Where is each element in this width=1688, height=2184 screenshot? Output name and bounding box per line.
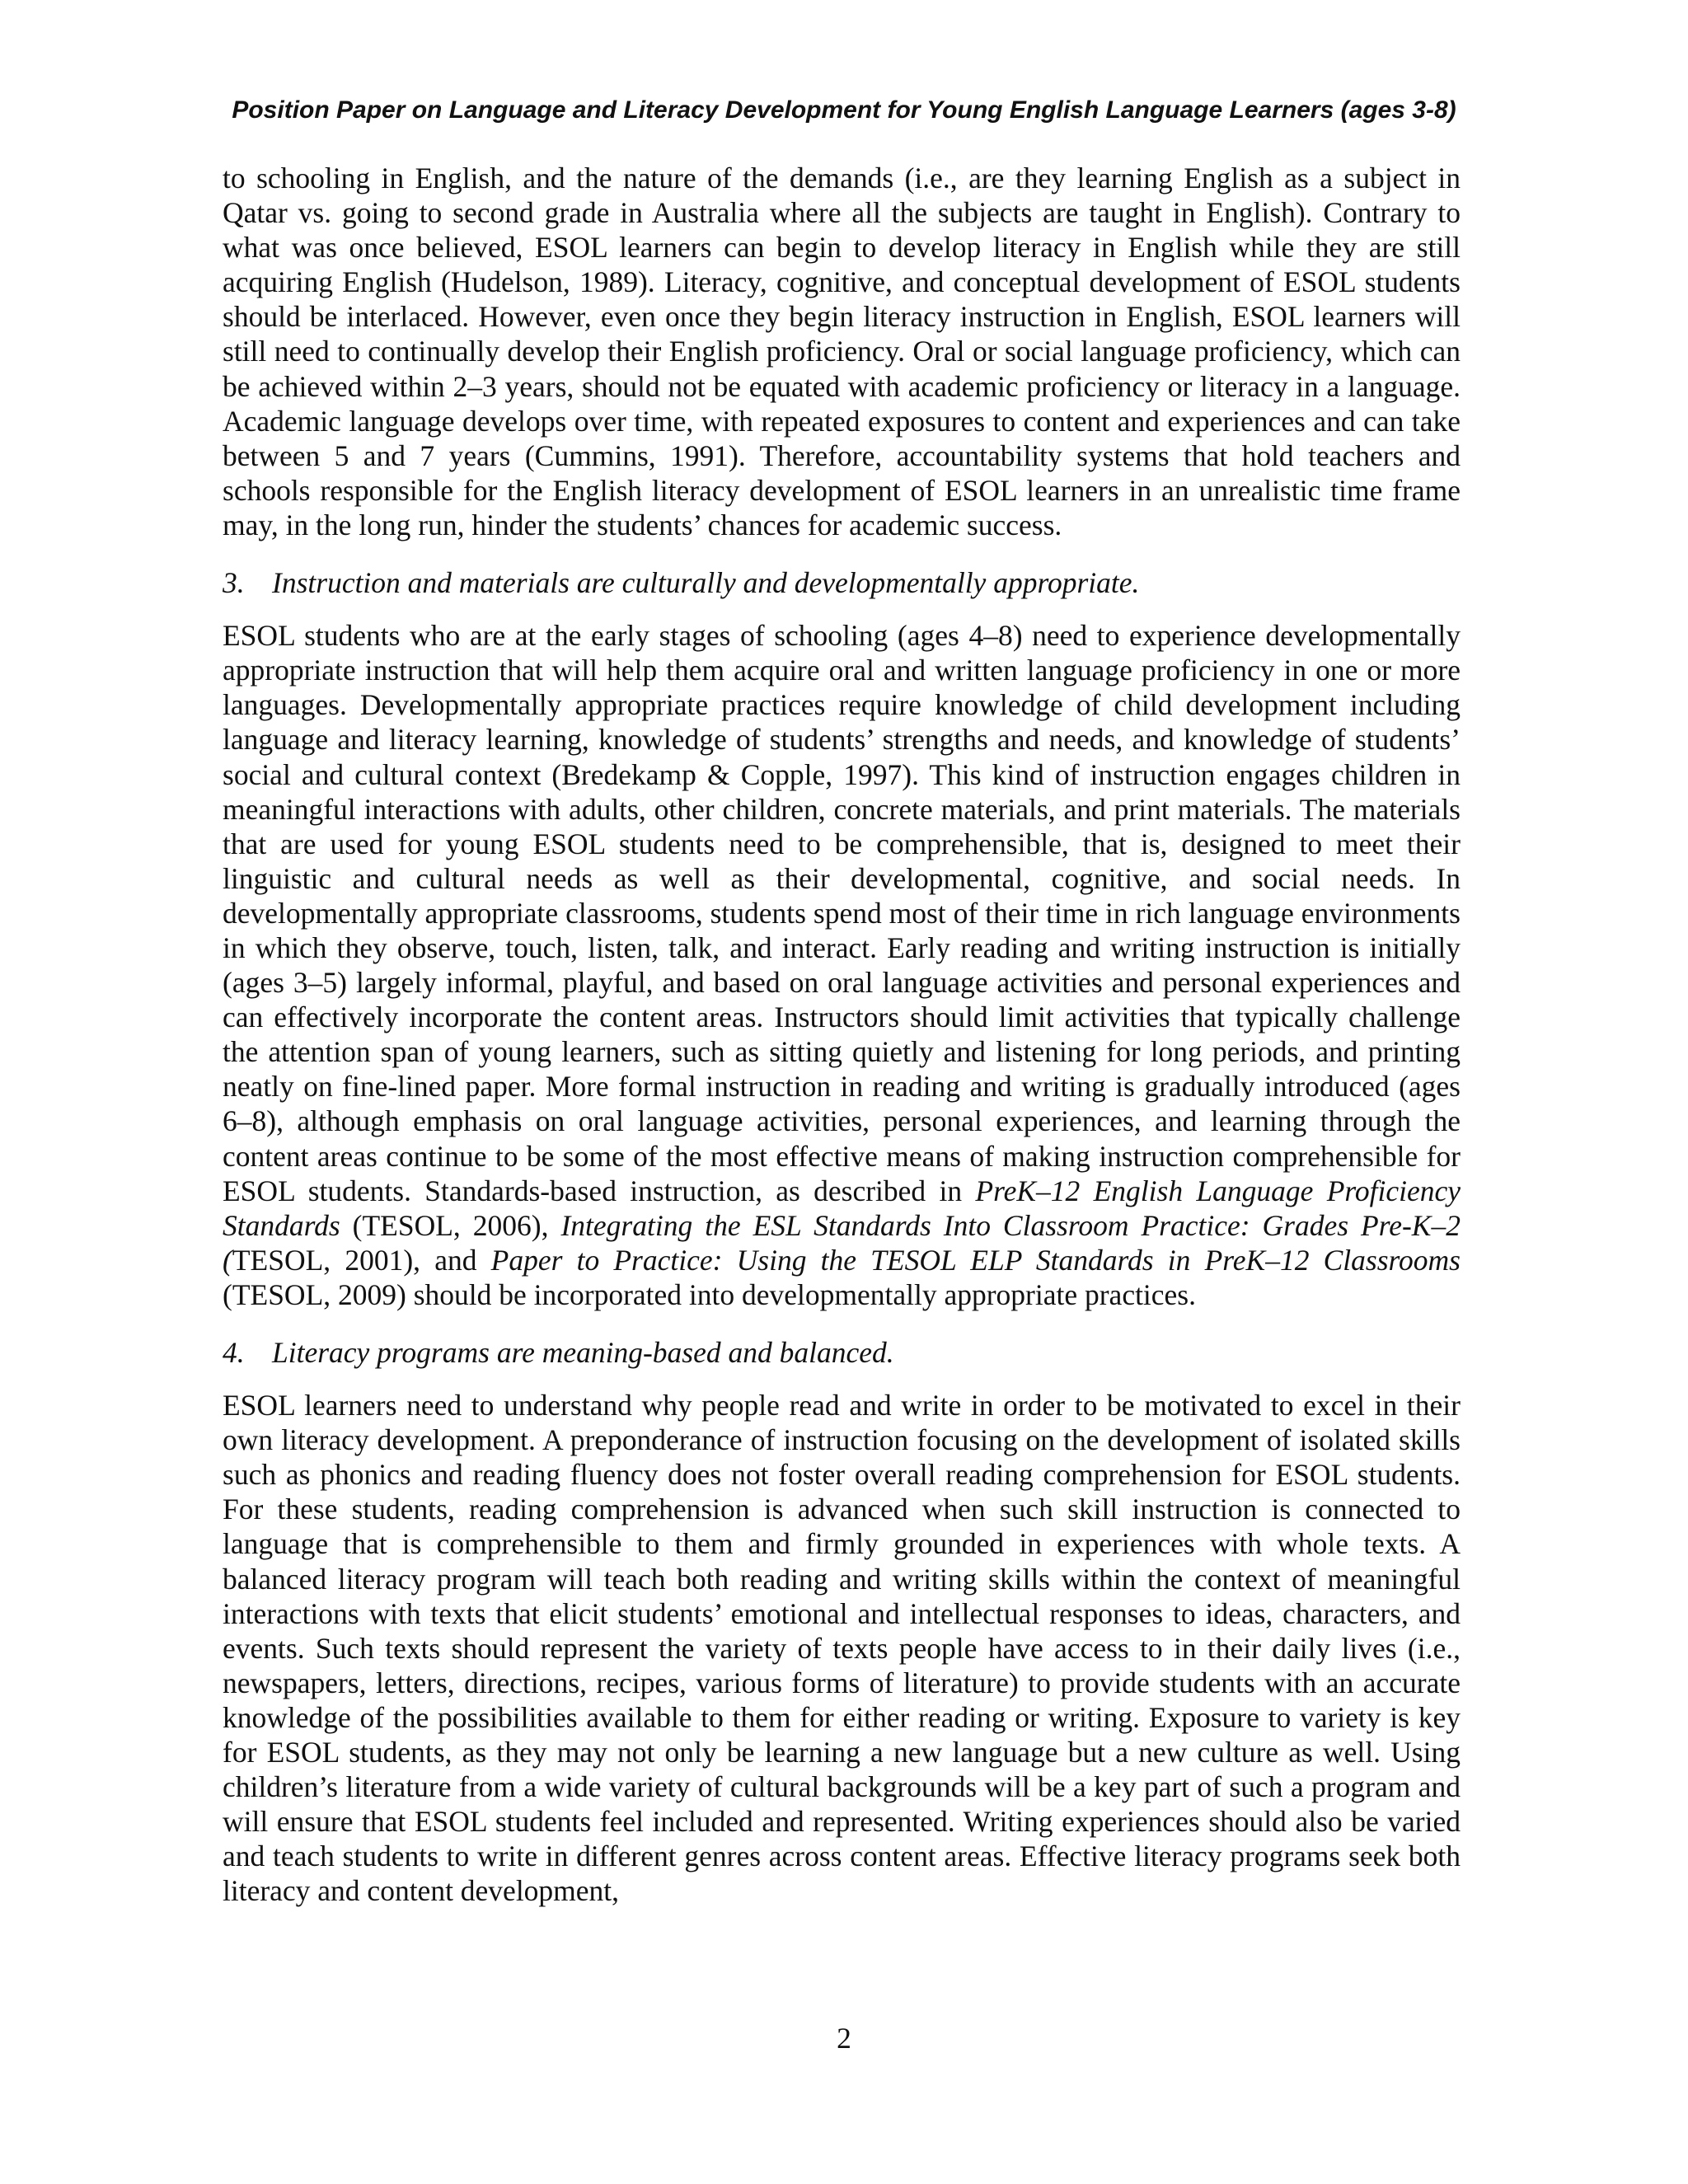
paragraph-text: (TESOL, 2009) should be incorporated into developmentally appropriate practices. <box>223 1277 1196 1311</box>
section-title: Instruction and materials are culturally and developmentally appropriate. <box>272 566 1140 600</box>
paragraph-developmentally-appropriate <box>223 618 1461 1312</box>
cited-title: Integrating the ESL Standards Into Classroom Practice: Grades Pre-K–2 ( <box>223 1208 1461 1277</box>
page-number: 2 <box>837 2022 851 2055</box>
paragraph-text: TESOL, 2001), and <box>232 1243 491 1277</box>
paragraph-meaning-based-literacy: ESOL learners need to understand why people read and write in order to be motivated to excel in their own literacy development. A preponderance of instruction focusing on the development of isolated skills such as phonics and reading fluency does not foster overall reading comprehension for ESOL students. For these students, reading comprehension is advanced when such skill instruction is connected to language that is comprehensible to them and firmly grounded in experiences with whole texts. A balanced literacy program will teach both reading and writing skills within the context of meaningful interactions with texts that elicit students’ emotional and intellectual responses to ideas, characters, and events. Such texts should represent the variety of texts people have access to in their daily lives (i.e., newspapers, letters, directions, recipes, various forms of literature) to provide students with an accurate knowledge of the possibilities available to them for either reading or writing. Exposure to variety is key for ESOL students, as they may not only be learning a new language but a new culture as well. Using children’s literature from a wide variety of cultural backgrounds will be a key part of such a program and will ensure that ESOL students feel included and represented. Writing experiences should also be varied and teach students to write in different genres across content areas. Effective literacy programs seek both literacy and content development, <box>223 1389 1461 1908</box>
section-number: 3. <box>223 566 245 600</box>
running-header: Position Paper on Language and Literacy Development for Young English Language Learners (ages 3-8) <box>232 96 1456 124</box>
section-heading-3 <box>223 565 1461 600</box>
body-content <box>223 161 1461 1909</box>
paragraph-text: (TESOL, 2006), <box>340 1208 561 1242</box>
cited-title: PreK–12 English Language Proficiency Standards <box>223 1174 1461 1242</box>
section-number: 4. <box>223 1336 245 1369</box>
paragraph-schooling-demands: to schooling in English, and the nature of the demands (i.e., are they learning English as a subject in Qatar vs. going to second grade in Australia where all the subjects are taught in English). Contrary to what was once believed, ESOL learners can begin to develop literacy in English while they are still acquiring English (Hudelson, 1989). Literacy, cognitive, and conceptual development of ESOL students should be interlaced. However, even once they begin literacy instruction in English, ESOL learners will still need to continually develop their English proficiency. Oral or social language proficiency, which can be achieved within 2–3 years, should not be equated with academic proficiency or literacy in a language. Academic language develops over time, with repeated exposures to content and experiences and can take between 5 and 7 years (Cummins, 1991). Therefore, accountability systems that hold teachers and schools responsible for the English literacy development of ESOL learners in an unrealistic time frame may, in the long run, hinder the students’ chances for academic success. <box>223 162 1461 541</box>
section-heading-4 <box>223 1335 1461 1370</box>
paragraph-text: ESOL students who are at the early stages of schooling (ages 4–8) need to experience developmentally appropriate instruction that will help them acquire oral and written language proficiency in one or more languages. Developmentally appropriate practices require knowledge of child development including language and literacy learning, knowledge of students’ strengths and needs, and knowledge of students’ social and cultural context (Bredekamp & Copple, 1997). This kind of instruction engages children in meaningful interactions with adults, other children, concrete materials, and print materials. The materials that are used for young ESOL students need to be comprehensible, that is, designed to meet their linguistic and cultural needs as well as their developmental, cognitive, and social needs. In developmentally appropriate classrooms, students spend most of their time in rich language environments in which they observe, touch, listen, talk, and interact. Early reading and writing instruction is initially (ages 3–5) largely informal, playful, and based on oral language activities and personal experiences and can effectively incorporate the content areas. Instructors should limit activities that typically challenge the attention span of young learners, such as sitting quietly and listening for long periods, and printing neatly on fine-lined paper. More formal instruction in reading and writing is gradually introduced (ages 6–8), although emphasis on oral language activities, personal experiences, and learning through the content areas continue to be some of the most effective means of making instruction comprehensible for ESOL students. Standards-based instruction, as described in <box>223 619 1461 1207</box>
section-title: Literacy programs are meaning-based and balanced. <box>272 1336 894 1369</box>
cited-title: Paper to Practice: Using the TESOL ELP Standards in PreK–12 Classrooms <box>490 1243 1461 1277</box>
